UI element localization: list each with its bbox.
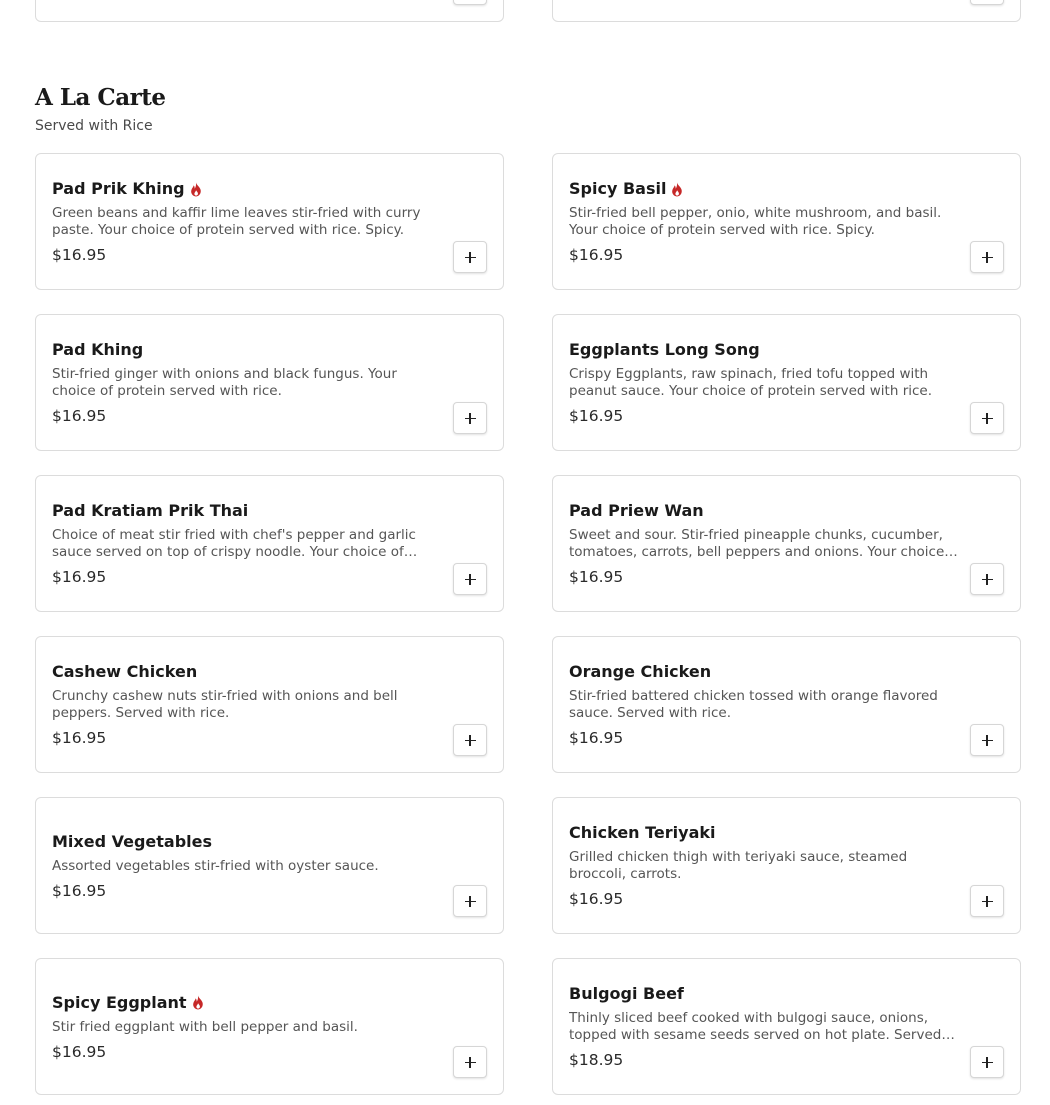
add-item-button[interactable] (970, 563, 1004, 595)
add-item-button[interactable] (970, 1046, 1004, 1078)
section-subtitle: Served with Rice (35, 118, 153, 134)
menu-item-price: $16.95 (52, 881, 107, 900)
menu-item-name-row (52, 339, 443, 361)
menu-item-body (52, 637, 443, 772)
menu-item-body (569, 154, 960, 289)
menu-item-card[interactable] (35, 314, 504, 451)
menu-item-description: Stir fried eggplant with bell pepper and basil. (52, 1018, 358, 1035)
menu-item-card[interactable] (552, 958, 1021, 1095)
plus-icon (982, 735, 993, 746)
add-item-button[interactable] (970, 0, 1004, 5)
menu-item-card[interactable] (552, 314, 1021, 451)
menu-item-name: Spicy Basil (569, 179, 667, 198)
menu-item-body (569, 798, 960, 933)
menu-item-description: Crispy Eggplants, raw spinach, fried tofu topped with peanut sauce. Your choice of protein served with rice. (569, 366, 933, 399)
menu-item-body (569, 637, 960, 772)
menu-item-name: Mixed Vegetables (52, 831, 213, 851)
add-item-button[interactable] (453, 402, 487, 434)
menu-item-price: $16.95 (569, 246, 624, 264)
menu-item-name: Pad Priew Wan (569, 501, 704, 520)
menu-item-card[interactable] (552, 797, 1021, 934)
plus-icon (465, 896, 476, 907)
add-item-button[interactable] (453, 885, 487, 917)
menu-item-name-row (52, 661, 443, 683)
plus-icon (465, 252, 476, 263)
menu-item-name: Bulgogi Beef (569, 984, 684, 1003)
menu-item-card[interactable] (35, 958, 504, 1095)
plus-icon (465, 413, 476, 424)
menu-item-name-row (52, 992, 443, 1014)
menu-item-name-row (569, 983, 960, 1005)
menu-item-description: Thinly sliced beef cooked with bulgogi sauce, onions, topped with sesame seeds served on hot plate. Served (569, 1010, 942, 1043)
plus-icon (982, 574, 993, 585)
menu-item-name: Spicy Eggplant (52, 992, 187, 1012)
menu-item-body (52, 315, 443, 450)
spicy-flame-icon (671, 181, 683, 196)
menu-item-name: Cashew Chicken (52, 662, 198, 681)
menu-item-card[interactable] (552, 153, 1021, 290)
menu-item-name-row (569, 822, 960, 844)
menu-item-body (569, 315, 960, 450)
menu-item-price: $18.95 (569, 1051, 624, 1069)
menu-item-price: $16.95 (569, 890, 624, 908)
menu-item-body (52, 154, 443, 289)
menu-item-card[interactable] (35, 636, 504, 773)
menu-item-description: Grilled chicken thigh with teriyaki sauce, steamed broccoli, carrots. (569, 849, 908, 882)
menu-item-body (52, 476, 443, 611)
menu-item-description: Crunchy cashew nuts stir-fried with onions and bell peppers. Served with rice. (52, 688, 398, 721)
add-item-button[interactable] (453, 1046, 487, 1078)
menu-item-card[interactable] (35, 153, 504, 290)
menu-item-price: $16.95 (52, 568, 107, 586)
menu-item-name: Orange Chicken (569, 662, 712, 681)
menu-item-name-row (52, 500, 443, 522)
add-item-button[interactable] (970, 724, 1004, 756)
menu-item-name-row (569, 661, 960, 683)
add-item-button[interactable] (970, 885, 1004, 917)
menu-item-price: $16.95 (52, 1042, 107, 1061)
menu-item-card[interactable] (35, 797, 504, 934)
menu-item-price: $16.95 (52, 729, 107, 747)
menu-item-body (52, 798, 443, 933)
menu-item-name-row (569, 500, 960, 522)
plus-icon (465, 1057, 476, 1068)
add-item-button[interactable] (453, 724, 487, 756)
add-item-button[interactable] (453, 241, 487, 273)
menu-item-name-row (52, 178, 443, 200)
menu-item-body (52, 959, 443, 1094)
menu-item-body (569, 959, 960, 1094)
plus-icon (982, 896, 993, 907)
menu-item-body (569, 476, 960, 611)
menu-item-price: $16.95 (569, 729, 624, 747)
menu-item-card[interactable] (35, 475, 504, 612)
add-item-button[interactable] (453, 563, 487, 595)
menu-item-description: Sweet and sour. Stir-fried pineapple chunks, cucumber, tomatoes, carrots, bell peppers and onions. Your choice (569, 527, 945, 560)
menu-item-description: Stir-fried ginger with onions and black fungus. Your choice of protein served with rice. (52, 366, 397, 399)
plus-icon (982, 413, 993, 424)
menu-item-name: Eggplants Long Song (569, 340, 760, 359)
section-header (35, 80, 166, 135)
menu-item-name-row (569, 178, 960, 200)
menu-item-description: Assorted vegetables stir-fried with oyster sauce. (52, 857, 379, 874)
plus-icon (982, 1057, 993, 1068)
add-item-button[interactable] (970, 241, 1004, 273)
plus-icon (465, 735, 476, 746)
add-item-button[interactable] (453, 0, 487, 5)
menu-item-card[interactable] (552, 475, 1021, 612)
menu-item-price: $16.95 (569, 568, 624, 586)
menu-item-price: $16.95 (52, 407, 107, 425)
menu-item-name-row (569, 339, 960, 361)
menu-item-name: Pad Kratiam Prik Thai (52, 501, 249, 520)
menu-item-card[interactable] (552, 636, 1021, 773)
menu-item-description: Stir-fried battered chicken tossed with orange flavored sauce. Served with rice. (569, 688, 938, 721)
add-item-button[interactable] (970, 402, 1004, 434)
section-title: A La Carte (35, 84, 166, 111)
spicy-flame-icon (190, 181, 202, 196)
menu-item-name: Pad Prik Khing (52, 179, 185, 198)
spicy-flame-icon (192, 994, 204, 1009)
plus-icon (982, 252, 993, 263)
menu-item-description: Green beans and kaffir lime leaves stir-fried with curry paste. Your choice of protein served with rice. Spicy. (52, 205, 421, 238)
menu-item-card-partial[interactable] (552, 0, 1021, 22)
menu-item-price: $16.95 (569, 407, 624, 425)
menu-item-name: Chicken Teriyaki (569, 823, 716, 842)
menu-item-description: Stir-fried bell pepper, onio, white mushroom, and basil. Your choice of protein served with rice. Spicy. (569, 205, 942, 238)
menu-item-name: Pad Khing (52, 340, 144, 359)
menu-item-name-row (52, 831, 443, 853)
menu-item-price: $16.95 (52, 246, 107, 264)
menu-item-card-partial[interactable] (35, 0, 504, 22)
menu-item-description: Choice of meat stir fried with chef's pepper and garlic sauce served on top of crispy noodle. Your choice of (52, 527, 416, 560)
plus-icon (465, 574, 476, 585)
